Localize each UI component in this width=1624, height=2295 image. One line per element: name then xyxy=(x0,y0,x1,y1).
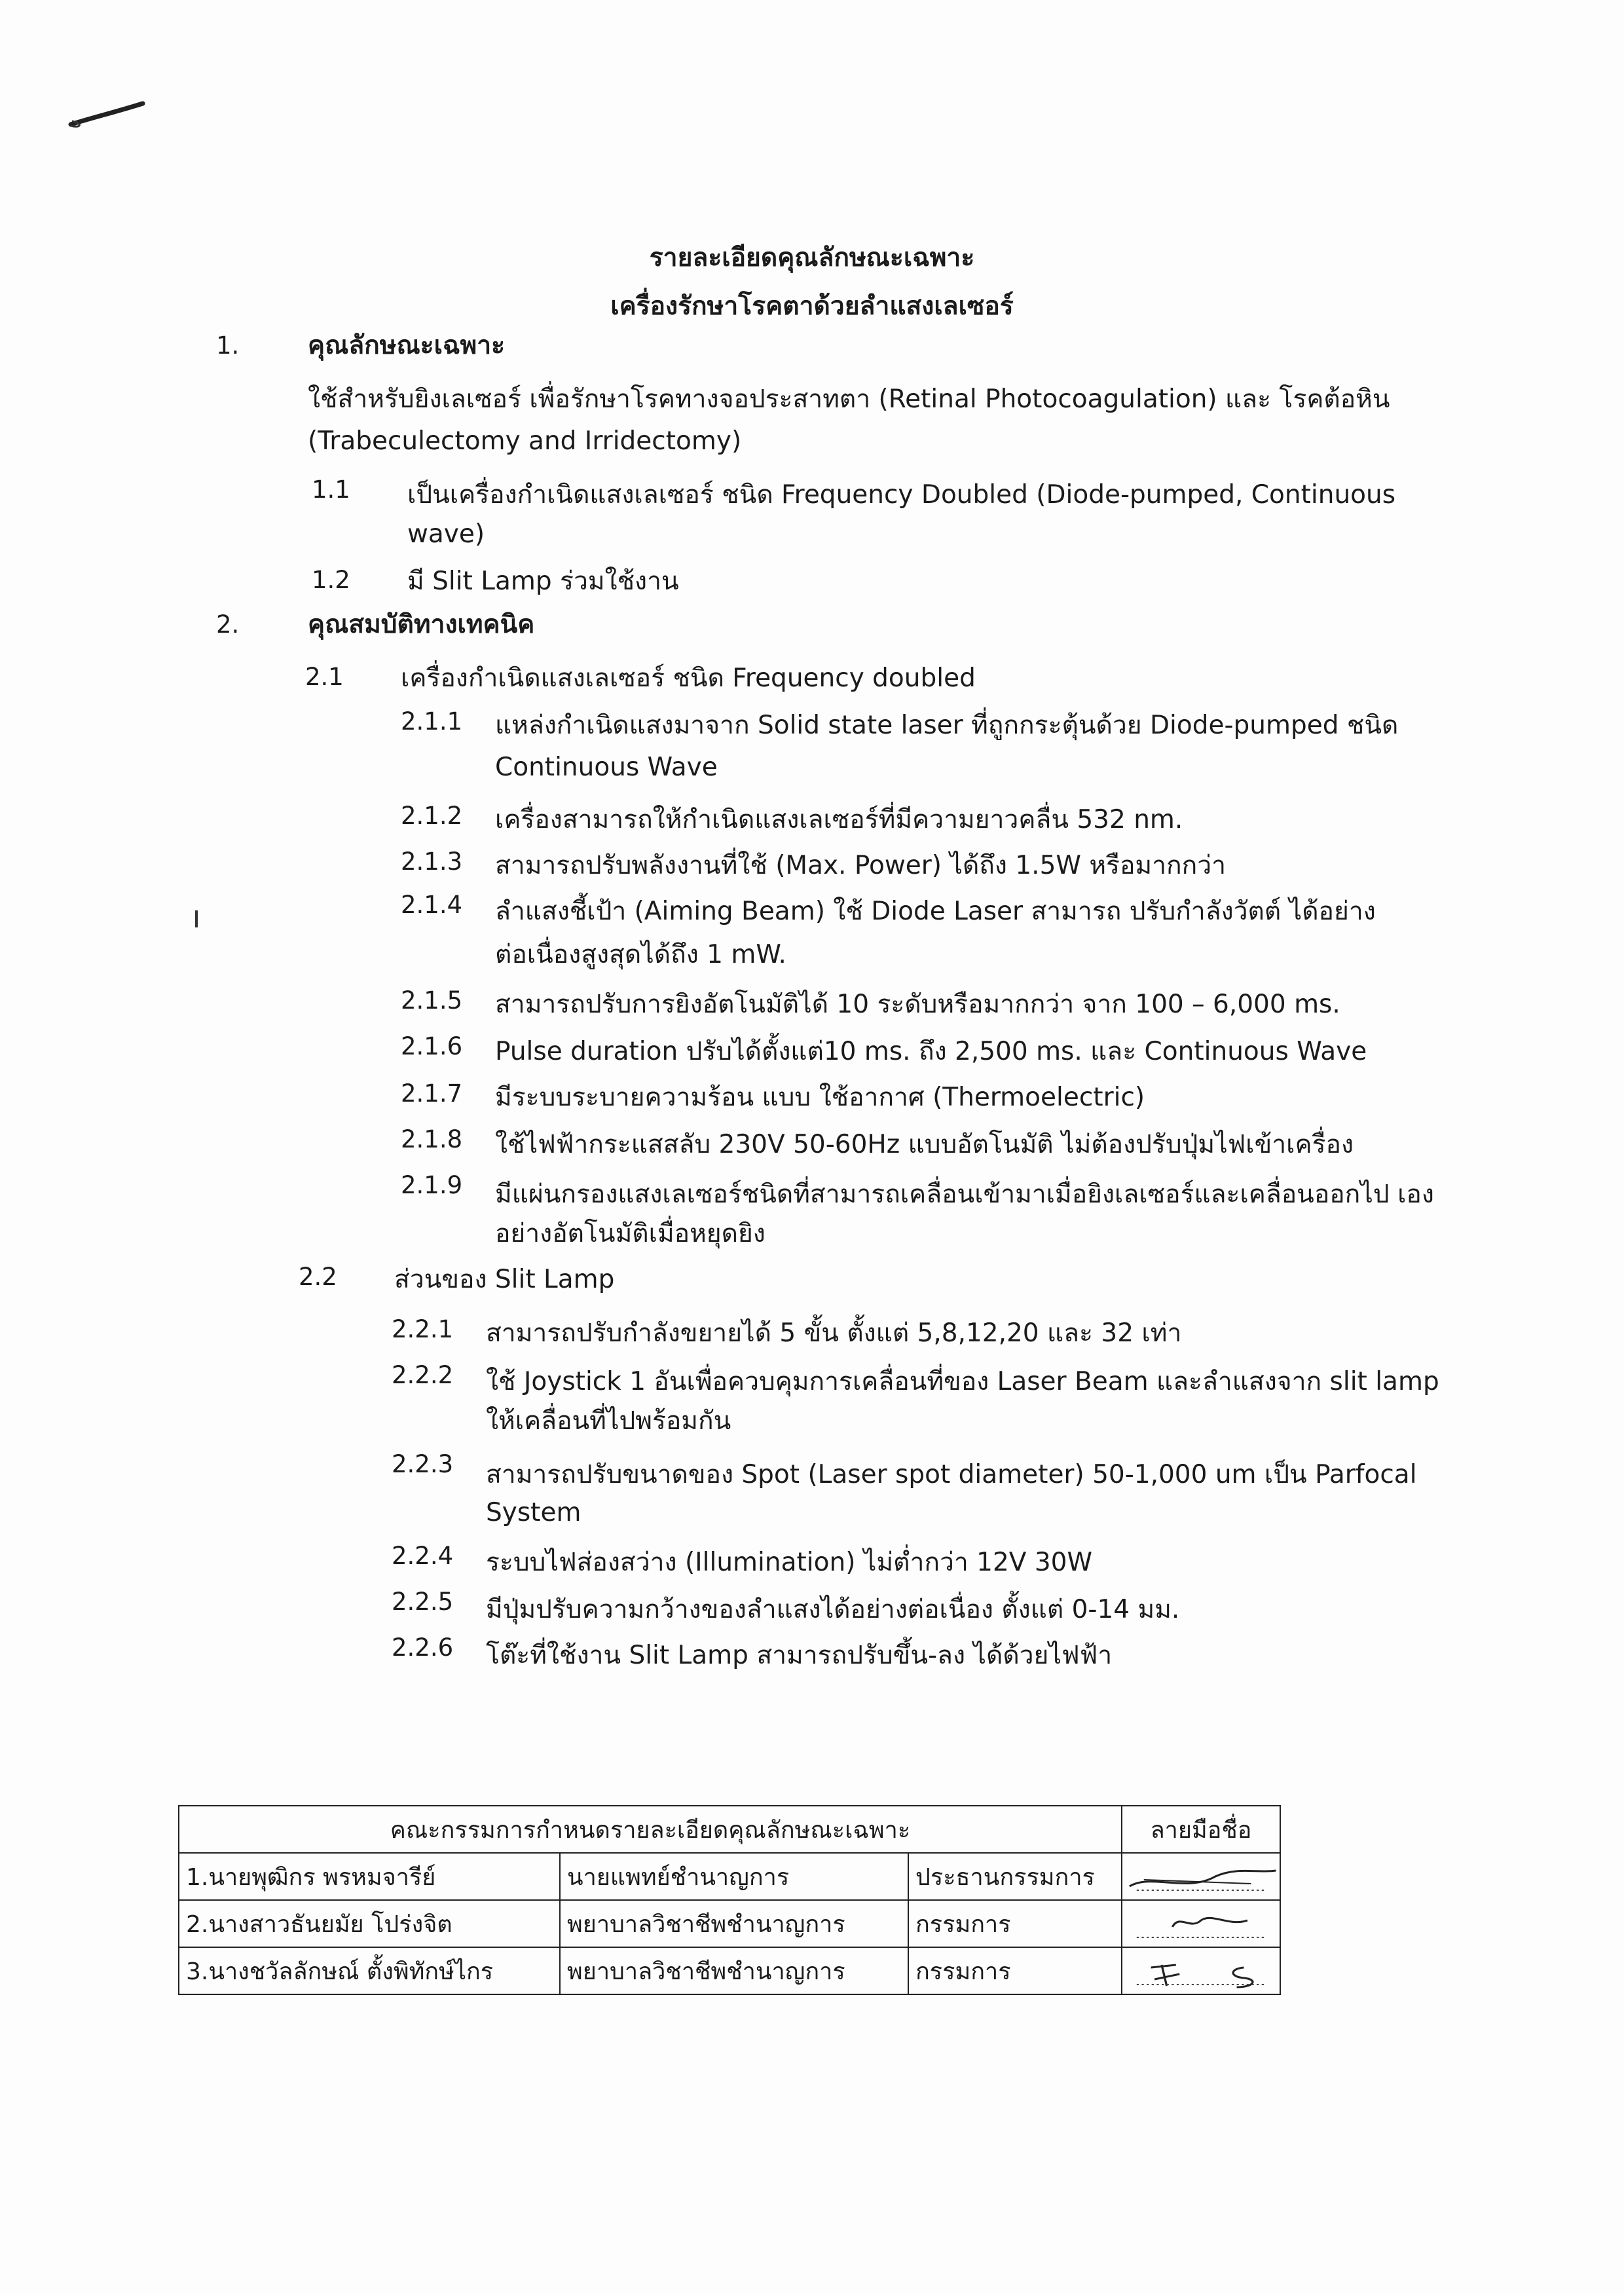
signature-header: ลายมือชื่อ xyxy=(1122,1806,1280,1853)
committee-header: คณะกรรมการกำหนดรายละเอียดคุณลักษณะเฉพาะ xyxy=(179,1806,1122,1853)
member-position: นายแพทย์ชำนาญการ xyxy=(560,1853,908,1900)
item-number: 2.1.7 xyxy=(401,1079,463,1108)
item-text-line1: เป็นเครื่องกำเนิดแสงเลเซอร์ ชนิด Frequency Doubled (Diode-pumped, Continuous xyxy=(407,480,1396,510)
item-text-line1: ใช้ไฟฟ้ากระแสสลับ 230V 50-60Hz แบบอัตโนมัติ ไม่ต้องปรับปุ่มไฟเข้าเครื่อง xyxy=(495,1130,1354,1159)
item-text-line2: ให้เคลื่อนที่ไปพร้อมกัน xyxy=(486,1406,731,1436)
item-text-line2: Continuous Wave xyxy=(495,753,718,782)
item-number: 1.1 xyxy=(312,476,350,504)
item-text-line1: โต๊ะที่ใช้งาน Slit Lamp สามารถปรับขึ้น-ลง ได้ด้วยไฟฟ้า xyxy=(486,1641,1113,1670)
item-text-line2: System xyxy=(486,1498,581,1527)
signature-cell xyxy=(1122,1900,1280,1947)
section1-desc-line2: (Trabeculectomy and Irridectomy) xyxy=(308,426,742,456)
item-text-line2: ต่อเนื่องสูงสุดได้ถึง 1 mW. xyxy=(495,940,786,969)
member-position: พยาบาลวิชาชีพชำนาญการ xyxy=(560,1900,908,1947)
item-number: 2.1.4 xyxy=(401,891,463,919)
member-role: ประธานกรรมการ xyxy=(908,1853,1122,1900)
member-role: กรรมการ xyxy=(908,1900,1122,1947)
item-number: 1.2 xyxy=(312,566,350,594)
section2-heading: คุณสมบัติทางเทคนิค xyxy=(308,610,535,639)
item-text-line1: ใช้ Joystick 1 อันเพื่อควบคุมการเคลื่อนที่ของ Laser Beam และลำแสงจาก slit lamp xyxy=(486,1367,1439,1396)
table-row xyxy=(179,1947,1280,1994)
member-role: กรรมการ xyxy=(908,1947,1122,1994)
member-name: 3.นางชวัลลักษณ์ ตั้งพิทักษ์ไกร xyxy=(179,1947,560,1994)
signature-2 xyxy=(1122,1901,1280,1947)
committee-table xyxy=(178,1805,1281,1995)
document-title-line1: รายละเอียดคุณลักษณะเฉพาะ xyxy=(649,243,975,272)
item-text-line1: เครื่องสามารถให้กำเนิดแสงเลเซอร์ที่มีความยาวคลื่น 532 nm. xyxy=(495,805,1183,834)
signature-cell xyxy=(1122,1947,1280,1994)
section1-number: 1. xyxy=(216,331,240,360)
subsection-heading: ส่วนของ Slit Lamp xyxy=(394,1265,615,1294)
subsection-number: 2.1 xyxy=(305,663,344,691)
margin-tick xyxy=(195,910,198,927)
item-number: 2.2.1 xyxy=(392,1315,454,1343)
section1-heading: คุณลักษณะเฉพาะ xyxy=(308,331,506,360)
document-title-line2: เครื่องรักษาโรคตาด้วยลำแสงเลเซอร์ xyxy=(610,291,1014,321)
item-text-line1: แหล่งกำเนิดแสงมาจาก Solid state laser ที่ถูกกระตุ้นด้วย Diode-pumped ชนิด xyxy=(495,711,1399,740)
signature-3 xyxy=(1122,1948,1280,1994)
item-text-line1: ระบบไฟส่องสว่าง (Illumination) ไม่ต่ำกว่า 12V 30W xyxy=(486,1548,1093,1577)
item-text-line1: มีปุ่มปรับความกว้างของลำแสงได้อย่างต่อเนื่อง ตั้งแต่ 0-14 มม. xyxy=(486,1595,1180,1624)
item-text-line1: มีแผ่นกรองแสงเลเซอร์ชนิดที่สามารถเคลื่อนเข้ามาเมื่อยิงเลเซอร์และเคลื่อนออกไป เอง xyxy=(495,1180,1434,1209)
section2-number: 2. xyxy=(216,610,240,639)
item-number: 2.1.1 xyxy=(401,707,463,736)
item-text-line2: wave) xyxy=(407,519,485,549)
item-text-line1: ลำแสงชี้เป้า (Aiming Beam) ใช้ Diode Laser สามารถ ปรับกำลังวัตต์ ได้อย่าง xyxy=(495,897,1376,926)
item-number: 2.1.5 xyxy=(401,986,463,1015)
pen-mark xyxy=(65,92,151,131)
item-text-line1: มี Slit Lamp ร่วมใช้งาน xyxy=(407,567,679,596)
item-text-line1: สามารถปรับพลังงานที่ใช้ (Max. Power) ได้ถึง 1.5W หรือมากกว่า xyxy=(495,851,1227,880)
item-number: 2.2.5 xyxy=(392,1588,454,1616)
table-row xyxy=(179,1900,1280,1947)
subsection-heading: เครื่องกำเนิดแสงเลเซอร์ ชนิด Frequency doubled xyxy=(401,663,976,693)
item-number: 2.1.9 xyxy=(401,1171,463,1199)
signature-cell xyxy=(1122,1853,1280,1900)
member-name: 2.นางสาวธันยมัย โปร่งจิต xyxy=(179,1900,560,1947)
item-number: 2.1.8 xyxy=(401,1125,463,1153)
item-text-line2: อย่างอัตโนมัติเมื่อหยุดยิง xyxy=(495,1219,766,1248)
item-text-line1: มีระบบระบายความร้อน แบบ ใช้อากาศ (Thermoelectric) xyxy=(495,1083,1145,1112)
item-text-line1: สามารถปรับกำลังขยายได้ 5 ขั้น ตั้งแต่ 5,8,12,20 และ 32 เท่า xyxy=(486,1318,1182,1348)
item-number: 2.2.3 xyxy=(392,1450,454,1478)
member-name: 1.นายพุฒิกร พรหมจารีย์ xyxy=(179,1853,560,1900)
member-position: พยาบาลวิชาชีพชำนาญการ xyxy=(560,1947,908,1994)
subsection-number: 2.2 xyxy=(299,1263,337,1291)
item-number: 2.1.3 xyxy=(401,848,463,876)
item-number: 2.2.4 xyxy=(392,1542,454,1570)
item-text-line1: Pulse duration ปรับได้ตั้งแต่10 ms. ถึง 2,500 ms. และ Continuous Wave xyxy=(495,1037,1367,1066)
item-text-line1: สามารถปรับขนาดของ Spot (Laser spot diameter) 50-1,000 um เป็น Parfocal xyxy=(486,1460,1417,1489)
signature-1 xyxy=(1122,1854,1280,1899)
section1-desc-line1: ใช้สำหรับยิงเลเซอร์ เพื่อรักษาโรคทางจอประสาทตา (Retinal Photocoagulation) และ โรคต้อหิน xyxy=(308,384,1390,414)
item-text-line1: สามารถปรับการยิงอัตโนมัติได้ 10 ระดับหรือมากกว่า จาก 100 – 6,000 ms. xyxy=(495,990,1340,1019)
table-header-row xyxy=(179,1806,1280,1853)
table-row xyxy=(179,1853,1280,1900)
item-number: 2.2.2 xyxy=(392,1361,454,1389)
item-number: 2.2.6 xyxy=(392,1633,454,1662)
item-number: 2.1.6 xyxy=(401,1032,463,1060)
item-number: 2.1.2 xyxy=(401,802,463,830)
